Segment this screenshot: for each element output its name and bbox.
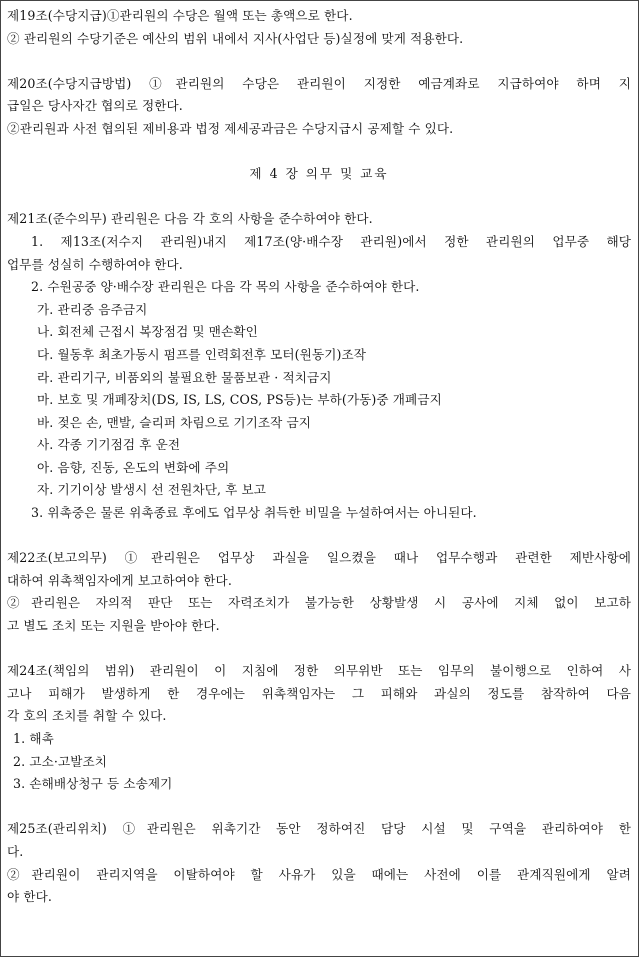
art21-subitem: 가. 관리중 음주금지 bbox=[37, 301, 148, 317]
art21-subitem: 사. 각종 기기점검 후 운전 bbox=[37, 437, 181, 453]
art21-item1-line2: 업무를 성실히 수행하여야 한다. bbox=[7, 256, 183, 272]
art22-line2: 대하여 위촉책임자에게 보고하여야 한다. bbox=[7, 572, 232, 588]
art21-subitem: 아. 음향, 진동, 온도의 변화에 주의 bbox=[37, 459, 230, 475]
art21-line1: 제21조(준수의무) 관리원은 다음 각 호의 사항을 준수하여야 한다. bbox=[7, 211, 373, 227]
art21-subitem: 라. 관리기구, 비품외의 불필요한 물품보관 · 적치금지 bbox=[37, 369, 332, 385]
art21-subitem: 나. 회전체 근접시 복장점검 및 맨손확인 bbox=[37, 324, 258, 340]
art20-line2: 급일은 당사자간 협의로 정한다. bbox=[7, 98, 183, 114]
art21-subitem: 마. 보호 및 개폐장치(DS, IS, LS, COS, PS등)는 부하(가동)중 개폐금지 bbox=[37, 392, 442, 408]
art19-line1: 제19조(수당지급)①관리원의 수당은 월액 또는 총액으로 한다. bbox=[7, 8, 353, 23]
art24-line2: 고나 피해가 발생하게 한 경우에는 위촉책임자는 그 피해와 과실의 정도를 참작하여 다음 bbox=[7, 685, 631, 701]
art24-line1: 제24조(책임의 범위) 관리원이 이 지침에 정한 의무위반 또는 임무의 불이행으로 인하여 사 bbox=[7, 663, 631, 679]
art25-line3: ②관리원이 관리지역을 이탈하여야 할 사유가 있을 때에는 사전에 이를 관계직원에게 알려 bbox=[7, 866, 631, 882]
art21-item2: 2. 수원공중 양·배수장 관리원은 다음 각 목의 사항을 준수하여야 한다. bbox=[31, 279, 420, 295]
art21-subitem: 자. 기기이상 발생시 선 전원차단, 후 보고 bbox=[37, 482, 267, 498]
art22-line3: ②관리원은 자의적 판단 또는 자력조치가 불가능한 상황발생 시 공사에 지체 없이 보고하 bbox=[7, 595, 631, 611]
art22-line1: 제22조(보고의무) ①관리원은 업무상 과실을 일으켰을 때나 업무수행과 관련한 제반사항에 bbox=[7, 550, 631, 566]
art20-line1: 제20조(수당지급방법) ①관리원의 수당은 관리원이 지정한 예금계좌로 지급하여야 하며 지 bbox=[7, 75, 631, 91]
art24-item: 2. 고소·고발조치 bbox=[13, 753, 108, 769]
art25-line1: 제25조(관리위치) ①관리원은 위촉기간 동안 정하여진 담당 시설 및 구역을 관리하여야 한 bbox=[7, 821, 631, 837]
art21-item3: 3. 위촉중은 물론 위촉종료 후에도 업무상 취득한 비밀을 누설하여서는 아니된다. bbox=[31, 505, 477, 521]
art19-line2: ② 관리원의 수당기준은 예산의 범위 내에서 지사(사업단 등)실정에 맞게 적용한다. bbox=[7, 30, 464, 46]
art24-line3: 각 호의 조치를 취할 수 있다. bbox=[7, 708, 167, 724]
art22-line4: 고 별도 조치 또는 지원을 받아야 한다. bbox=[7, 618, 220, 634]
art21-subitem: 바. 젖은 손, 맨발, 슬리퍼 차림으로 기기조작 금지 bbox=[37, 414, 312, 430]
document-body bbox=[7, 5, 631, 909]
art25-line4: 야 한다. bbox=[7, 889, 53, 905]
chapter-heading: 제 4 장 의무 및 교육 bbox=[249, 166, 389, 182]
art24-item: 3. 손해배상청구 등 소송제기 bbox=[13, 776, 173, 792]
art21-subitem: 다. 월동후 최초가동시 펌프를 인력회전후 모터(원동기)조작 bbox=[37, 346, 367, 362]
art21-item1-line1: 1. 제13조(저수지 관리원)내지 제17조(양·배수장 관리원)에서 정한 관리원의 업무중 해당 bbox=[31, 233, 631, 249]
art24-item: 1. 해촉 bbox=[13, 731, 54, 746]
art25-line2: 다. bbox=[7, 843, 24, 859]
art20-line3: ②관리원과 사전 협의된 제비용과 법정 제세공과금은 수당지급시 공제할 수 있다. bbox=[7, 120, 454, 136]
